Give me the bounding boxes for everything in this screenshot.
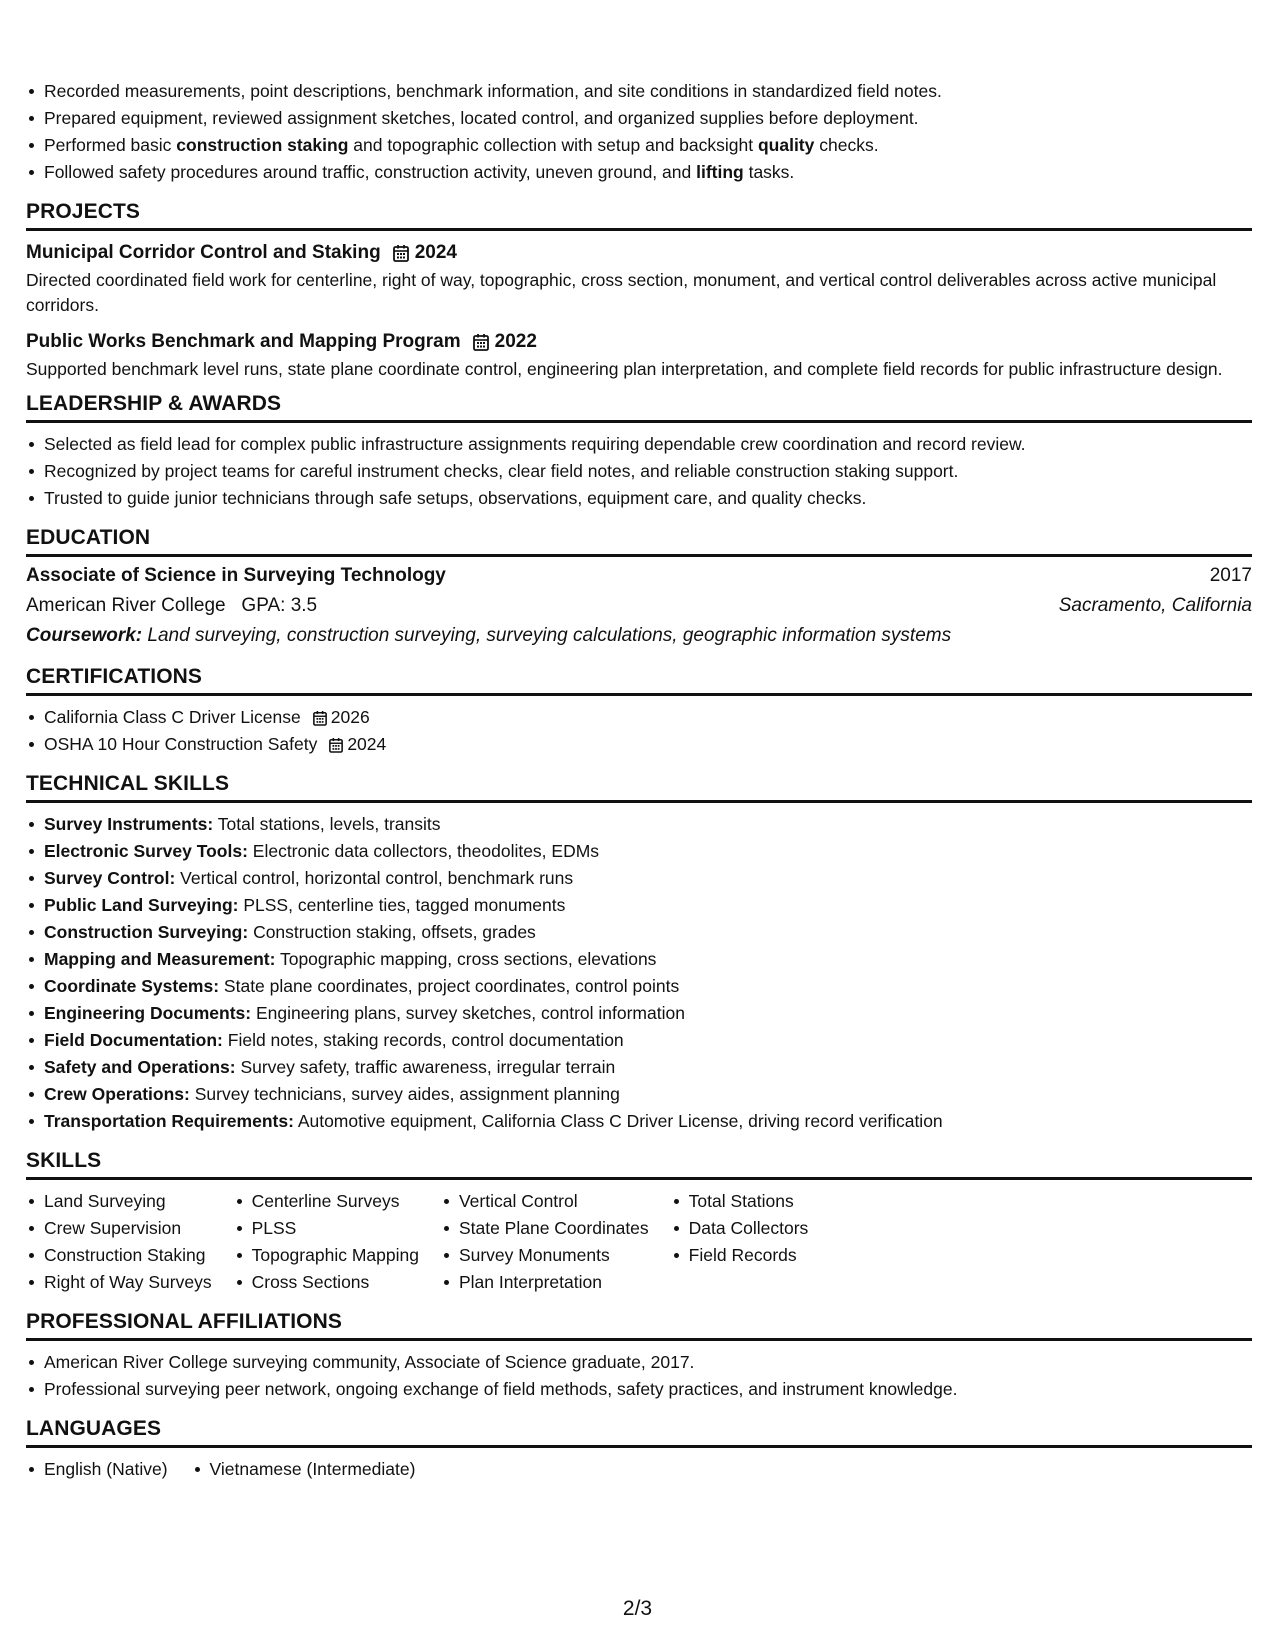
education-coursework (26, 621, 1252, 651)
experience-bullet-text: quality (757, 135, 815, 155)
skill-item: Field Records (671, 1242, 831, 1269)
skill-item: Crew Supervision (26, 1215, 234, 1242)
project-description: Supported benchmark level runs, state plane coordinate control, engineering plan interpretation, and complete field records for public infrastructure design. (26, 359, 1223, 379)
section-heading-languages: LANGUAGES (26, 1417, 1252, 1448)
technical-skill-item (26, 1000, 1252, 1027)
projects-section (26, 200, 1252, 382)
technical-skill-item (26, 1027, 1252, 1054)
technical-skill-label: Engineering Documents: (44, 1003, 252, 1023)
skill-item: Data Collectors (671, 1215, 831, 1242)
technical-skill-item (26, 838, 1252, 865)
education-degree-row (26, 561, 1252, 591)
technical-skill-item (26, 919, 1252, 946)
section-heading-projects: PROJECTS (26, 200, 1252, 231)
technical-skill-label: Field Documentation: (44, 1030, 223, 1050)
education-school: American River College (26, 595, 226, 616)
experience-bullet (26, 132, 1252, 159)
technical-skill-value: Automotive equipment, California Class C Driver License, driving record verification (297, 1111, 943, 1131)
technical-skill-label: Survey Instruments: (44, 814, 214, 834)
technical-skill-label: Transportation Requirements: (44, 1111, 294, 1131)
skills-column (26, 1188, 234, 1296)
skill-item: Plan Interpretation (441, 1269, 671, 1296)
education-school-row (26, 591, 1252, 621)
technical-skill-value: PLSS, centerline ties, tagged monuments (243, 895, 566, 915)
technical-skill-value: Topographic mapping, cross sections, elevations (279, 949, 657, 969)
education-year: 2017 (1209, 565, 1252, 586)
skill-item: PLSS (234, 1215, 441, 1242)
experience-bullet-text: tasks. (743, 162, 795, 182)
section-heading-leadership: LEADERSHIP & AWARDS (26, 392, 1252, 423)
certification-name: California Class C Driver License (44, 707, 301, 727)
resume-content (26, 78, 1252, 1483)
technical-skill-value: Construction staking, offsets, grades (253, 922, 536, 942)
affiliations-list (26, 1349, 1252, 1403)
technical-skill-item (26, 973, 1252, 1000)
technical-skill-item (26, 946, 1252, 973)
experience-bullet-text: and topographic collection with setup and backsight (348, 135, 758, 155)
skill-item: Cross Sections (234, 1269, 441, 1296)
skills-section (26, 1149, 1252, 1296)
section-heading-skills: SKILLS (26, 1149, 1252, 1180)
technical-skill-item (26, 865, 1252, 892)
language-item: Vietnamese (Intermediate) (192, 1456, 416, 1483)
leadership-list (26, 431, 1252, 512)
technical-skill-value: Survey safety, traffic awareness, irregular terrain (240, 1057, 616, 1077)
experience-bullet-text: Performed basic (44, 135, 177, 155)
technical-skills-list (26, 811, 1252, 1135)
technical-skill-label: Coordinate Systems: (44, 976, 220, 996)
certification-item (26, 704, 1252, 731)
technical-skill-value: Engineering plans, survey sketches, control information (255, 1003, 685, 1023)
skill-item: Centerline Surveys (234, 1188, 441, 1215)
leadership-section (26, 392, 1252, 512)
certification-year: 2024 (347, 734, 387, 754)
skills-column (234, 1188, 441, 1296)
section-heading-technical-skills: TECHNICAL SKILLS (26, 772, 1252, 803)
technical-skill-label: Safety and Operations: (44, 1057, 236, 1077)
technical-skill-value: State plane coordinates, project coordinates, control points (223, 976, 680, 996)
skills-columns (26, 1188, 1252, 1296)
skill-item: Survey Monuments (441, 1242, 671, 1269)
project-description: Directed coordinated field work for centerline, right of way, topographic, cross section, monument, and vertical control deliverables across active municipal corridors. (26, 270, 1217, 315)
calendar-icon (393, 244, 409, 262)
leadership-item: Recognized by project teams for careful instrument checks, clear field notes, and reliable construction staking support. (26, 458, 1252, 485)
experience-bullet-text: Recorded measurements, point descriptions, benchmark information, and site conditions in standardized field notes. (44, 81, 942, 101)
education-location: Sacramento, California (1058, 595, 1252, 616)
technical-skill-item (26, 811, 1252, 838)
experience-bullet (26, 159, 1252, 186)
skill-item: Topographic Mapping (234, 1242, 441, 1269)
experience-bullet (26, 78, 1252, 105)
project-title-row (26, 239, 1252, 266)
project-title: Public Works Benchmark and Mapping Program (26, 331, 461, 352)
technical-skill-label: Survey Control: (44, 868, 176, 888)
technical-skill-label: Mapping and Measurement: (44, 949, 276, 969)
technical-skill-label: Crew Operations: (44, 1084, 190, 1104)
technical-skill-item (26, 1081, 1252, 1108)
technical-skill-label: Electronic Survey Tools: (44, 841, 248, 861)
certification-item (26, 731, 1252, 758)
technical-skill-value: Electronic data collectors, theodolites, EDMs (252, 841, 600, 861)
calendar-icon (473, 333, 489, 351)
coursework-label: Coursework: (26, 625, 143, 646)
leadership-item: Trusted to guide junior technicians through safe setups, observations, equipment care, and quality checks. (26, 485, 1252, 512)
technical-skill-value: Survey technicians, survey aides, assignment planning (194, 1084, 620, 1104)
skill-item: Land Surveying (26, 1188, 234, 1215)
certifications-list (26, 704, 1252, 758)
education-section (26, 526, 1252, 651)
affiliation-item: Professional surveying peer network, ongoing exchange of field methods, safety practices, and instrument knowledge. (26, 1376, 1252, 1403)
skill-item: Vertical Control (441, 1188, 671, 1215)
technical-skills-section (26, 772, 1252, 1135)
page-number: 2/3 (622, 1597, 653, 1620)
skill-item: Right of Way Surveys (26, 1269, 234, 1296)
experience-bullet-text: Prepared equipment, reviewed assignment sketches, located control, and organized supplies before deployment. (44, 108, 919, 128)
project-year: 2022 (494, 331, 537, 352)
experience-bullet-text: Followed safety procedures around traffic, construction activity, uneven ground, and (44, 162, 697, 182)
experience-bullet (26, 105, 1252, 132)
certifications-section (26, 665, 1252, 758)
technical-skill-item (26, 892, 1252, 919)
section-heading-certifications: CERTIFICATIONS (26, 665, 1252, 696)
skill-item: Construction Staking (26, 1242, 234, 1269)
leadership-item: Selected as field lead for complex public infrastructure assignments requiring dependable crew coordination and record review. (26, 431, 1252, 458)
experience-bullet-text: checks. (814, 135, 879, 155)
calendar-icon (329, 737, 343, 753)
calendar-icon (313, 710, 327, 726)
certification-name: OSHA 10 Hour Construction Safety (44, 734, 318, 754)
affiliations-section (26, 1310, 1252, 1403)
experience-bullets (26, 78, 1252, 186)
project-year: 2024 (414, 242, 457, 263)
technical-skill-label: Construction Surveying: (44, 922, 249, 942)
experience-bullet-text: lifting (696, 162, 744, 182)
technical-skill-value: Total stations, levels, transits (217, 814, 441, 834)
skill-item: State Plane Coordinates (441, 1215, 671, 1242)
project-title: Municipal Corridor Control and Staking (26, 242, 381, 263)
language-item: English (Native) (26, 1456, 168, 1483)
languages-list (26, 1456, 1252, 1483)
projects-list (26, 231, 1252, 382)
skills-column (671, 1188, 831, 1296)
technical-skill-item (26, 1054, 1252, 1081)
section-heading-affiliations: PROFESSIONAL AFFILIATIONS (26, 1310, 1252, 1341)
technical-skill-label: Public Land Surveying: (44, 895, 239, 915)
section-heading-education: EDUCATION (26, 526, 1252, 557)
education-degree: Associate of Science in Surveying Technology (26, 565, 446, 586)
skill-item: Total Stations (671, 1188, 831, 1215)
technical-skill-value: Vertical control, horizontal control, benchmark runs (180, 868, 574, 888)
affiliation-item: American River College surveying community, Associate of Science graduate, 2017. (26, 1349, 1252, 1376)
project-title-row (26, 328, 1252, 355)
education-gpa: GPA: 3.5 (241, 595, 318, 616)
languages-section (26, 1417, 1252, 1483)
technical-skill-value: Field notes, staking records, control documentation (227, 1030, 624, 1050)
coursework-text: Land surveying, construction surveying, surveying calculations, geographic information systems (147, 625, 952, 646)
experience-bullet-text: construction staking (176, 135, 349, 155)
technical-skill-item (26, 1108, 1252, 1135)
skills-column (441, 1188, 671, 1296)
certification-year: 2026 (330, 707, 370, 727)
